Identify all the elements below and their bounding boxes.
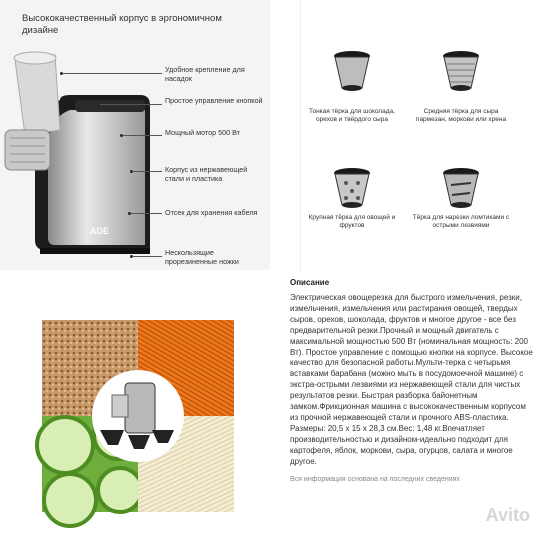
grater-caption: Средняя тёрка для сыра пармезан, моркови или хрена	[415, 108, 507, 123]
graters-panel	[300, 0, 540, 270]
description-text: Электрическая овощерезка для быстрого измельчения, резки, измельчения, измельчения или растирания овощей, твердых сыров, орехов, шоколада, фруктов и многое другое - все без предварительной резки.Прочный и мощный двигатель с максимальной мощностью 500 Вт (номинальная мощность: 200 Вт). Простое управление с помощью кнопки на корпусе. Высокое качество для безопасной работы.Мульти-терка с четырьмя вставками барабана (можно мыть в посудомоечной машине) с экстра-острыми лезвиями из нержавеющей стали для чистых результатов резки. Быстрая разборка байонетным замком.Фрикционная машина с высококачественным корпусом из прочной нержавеющей стали и прочного ABS-пластика. Размеры: 20,5 x 15 x 28,3 см.Вес: 1,48 кг.Впечатляет производительностью и дизайном-идеально подходит для картофеля, яблок, моркови, сыра, огурцов, салата и многое другое.	[290, 293, 533, 466]
description-heading: Описание	[290, 278, 330, 287]
medium-grater-icon	[437, 48, 485, 96]
coarse-grater-icon	[328, 165, 376, 213]
annotation-cable: Отсек для хранения кабеля	[165, 208, 258, 217]
annotation-housing: Корпус из нержавеющей стали и пластика	[165, 165, 248, 183]
annotation-button: Простое управление кнопкой	[165, 96, 263, 105]
grater-caption: Крупная тёрка для овощей и фруктов	[308, 214, 396, 229]
features-title: Высококачественный корпус в эргономичном дизайне	[22, 13, 222, 36]
fine-grater-icon	[328, 48, 376, 96]
annotation-feet: Нескользящие прорезиненные ножки	[165, 248, 239, 266]
pointer-line	[100, 104, 162, 105]
brand-logo: ADE	[90, 226, 110, 236]
annotation-attachment: Удобное крепление для насадок	[165, 65, 245, 83]
slicer-grater-icon	[437, 165, 485, 213]
food-collage	[0, 285, 270, 540]
description-footer: Вся информация основана на последних сведениях	[290, 475, 460, 483]
pointer-line	[62, 73, 162, 74]
grater-caption: Тёрка для нарезки ломтиками с острыми лезвиями	[412, 214, 510, 229]
grater-caption: Тонкая тёрка для шоколада, орехов и твёрдого сыра	[309, 108, 395, 123]
pointer-line	[130, 213, 162, 214]
pointer-line	[122, 135, 162, 136]
annotation-motor: Мощный мотор 500 Вт	[165, 128, 240, 137]
description-section	[290, 278, 534, 540]
food-collage-image	[0, 285, 270, 540]
avito-watermark: Avito	[485, 505, 530, 525]
pointer-line	[132, 171, 162, 172]
pointer-line	[132, 256, 162, 257]
features-panel	[0, 0, 270, 270]
